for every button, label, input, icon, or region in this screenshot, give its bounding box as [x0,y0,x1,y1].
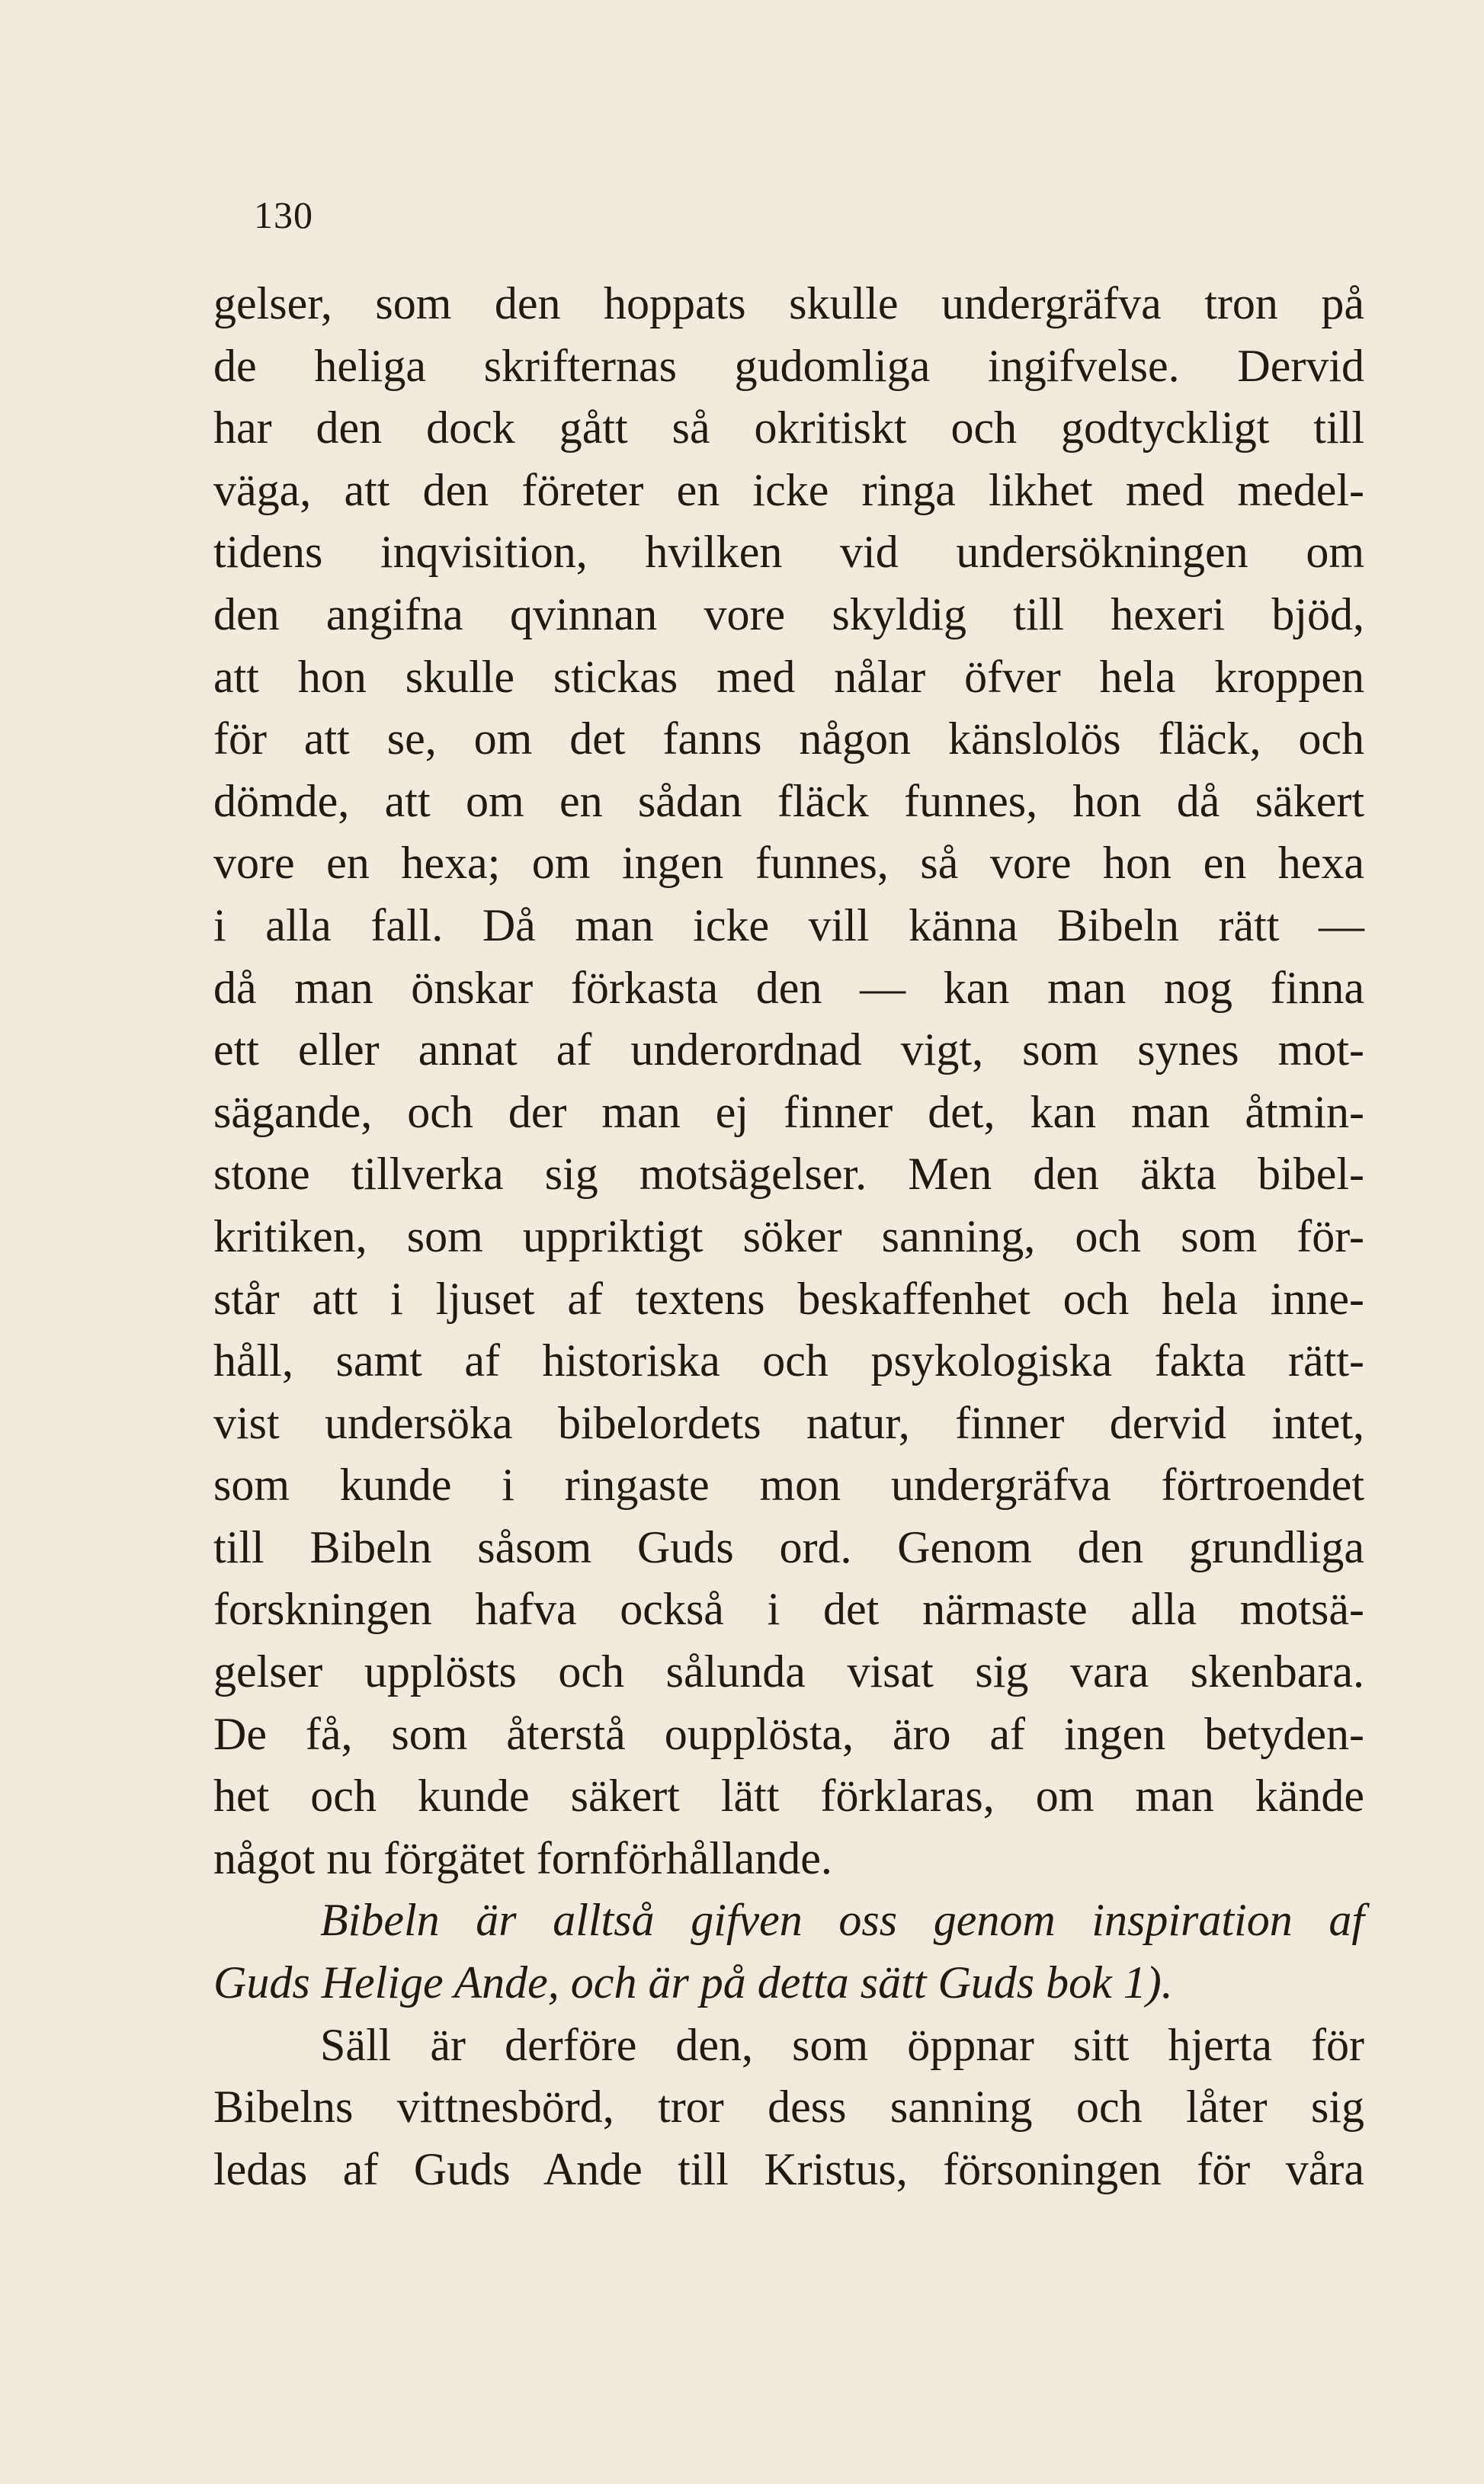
text-line: vist undersöka bibelordets natur, finner dervid intet, [213,1397,1364,1448]
text-line: som kunde i ringaste mon undergräfva förtroendet [213,1460,1364,1511]
text-line: att hon skulle stickas med nålar öfver hela kroppen [213,651,1364,702]
text-line: något nu förgätet fornförhållande. [213,1832,832,1883]
text-line: ledas af Guds Ande till Kristus, försoningen för våra [213,2143,1364,2194]
page-number: 130 [254,194,313,236]
text-line: stone tillverka sig motsägelser. Men den äkta bibel- [213,1149,1364,1200]
text-line: till Bibeln såsom Guds ord. Genom den grundliga [213,1521,1364,1572]
text-line: kritiken, som uppriktigt söker sanning, och som för- [213,1210,1364,1261]
text-line: forskningen hafva också i det närmaste alla motsä- [213,1584,1364,1635]
text-line: då man önskar förkasta den — kan man nog finna [213,962,1364,1013]
body-text [213,273,1364,2200]
text-line: vore en hexa; om ingen funnes, så vore hon en hexa [213,838,1364,889]
text-line: De få, som återstå oupplösta, äro af ingen betyden- [213,1708,1364,1759]
text-line: ett eller annat af underordnad vigt, som synes mot- [213,1024,1364,1075]
text-line: i alla fall. Då man icke vill känna Bibeln rätt — [213,899,1364,950]
text-line: har den dock gått så okritiskt och godtyckligt till [213,402,1364,454]
text-line: står att i ljuset af textens beskaffenhet och hela inne- [213,1273,1364,1324]
text-line: Guds Helige Ande, och är på detta sätt Guds bok 1). [213,1957,1173,2008]
text-line: de heliga skrifternas gudomliga ingifvelse. Dervid [213,340,1364,391]
text-line: Bibeln är alltså gifven oss genom inspiration af [320,1895,1364,1946]
text-line: Bibelns vittnesbörd, tror dess sanning och låter sig [213,2082,1364,2133]
text-line: sägande, och der man ej finner det, kan man åtmin- [213,1086,1364,1137]
text-line: väga, att den företer en icke ringa likhet med medel- [213,464,1364,515]
text-line: den angifna qvinnan vore skyldig till hexeri bjöd, [213,588,1364,639]
text-line: Säll är derföre den, som öppnar sitt hjerta för [320,2019,1364,2070]
text-line: gelser upplösts och sålunda visat sig vara skenbara. [213,1646,1364,1697]
text-line: tidens inqvisition, hvilken vid undersökningen om [213,527,1364,578]
text-line: dömde, att om en sådan fläck funnes, hon då säkert [213,775,1364,826]
text-line: för att se, om det fanns någon känslolös fläck, och [213,713,1364,764]
text-line: håll, samt af historiska och psykologiska fakta rätt- [213,1335,1364,1386]
text-line: gelser, som den hoppats skulle undergräfva tron på [213,278,1364,329]
text-line: het och kunde säkert lätt förklaras, om man kände [213,1771,1364,1822]
